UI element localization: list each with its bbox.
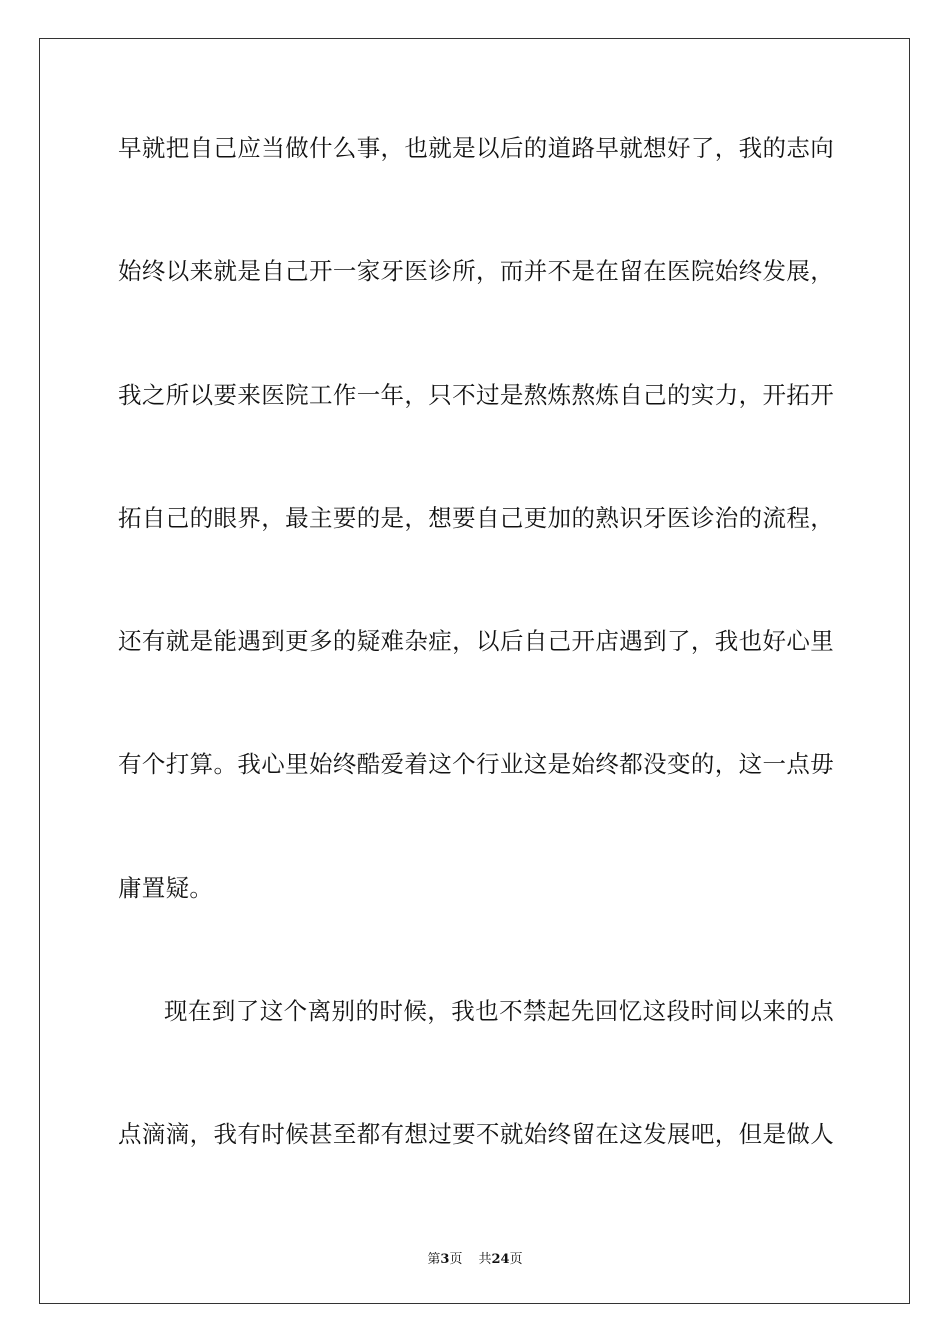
page-prefix: 第 — [427, 1252, 441, 1267]
page-number: 3 — [440, 1252, 450, 1267]
text-line: 点滴滴，我有时候甚至都有想过要不就始终留在这发展吧，但是做人 — [118, 1120, 834, 1149]
text-line: 有个打算。我心里始终酷爱着这个行业这是始终都没变的，这一点毋 — [118, 750, 834, 779]
paragraph-first-line: 现在到了这个离别的时候，我也不禁起先回忆这段时间以来的点 — [164, 997, 834, 1026]
page-footer — [0, 1248, 950, 1267]
document-body — [118, 128, 834, 1238]
total-pages: 24 — [491, 1252, 510, 1267]
total-prefix: 共 — [478, 1252, 492, 1267]
text-line: 还有就是能遇到更多的疑难杂症，以后自己开店遇到了，我也好心里 — [118, 627, 834, 656]
text-line: 庸置疑。 — [118, 873, 214, 902]
text-line: 早就把自己应当做什么事，也就是以后的道路早就想好了，我的志向 — [118, 134, 834, 162]
text-line: 我之所以要来医院工作一年，只不过是熬炼熬炼自己的实力，开拓开 — [118, 380, 834, 409]
text-line: 始终以来就是自己开一家牙医诊所，而并不是在留在医院始终发展， — [118, 257, 834, 286]
total-suffix: 页 — [509, 1252, 523, 1267]
text-line: 拓自己的眼界，最主要的是，想要自己更加的熟识牙医诊治的流程， — [118, 503, 834, 532]
page-suffix: 页 — [449, 1252, 463, 1267]
